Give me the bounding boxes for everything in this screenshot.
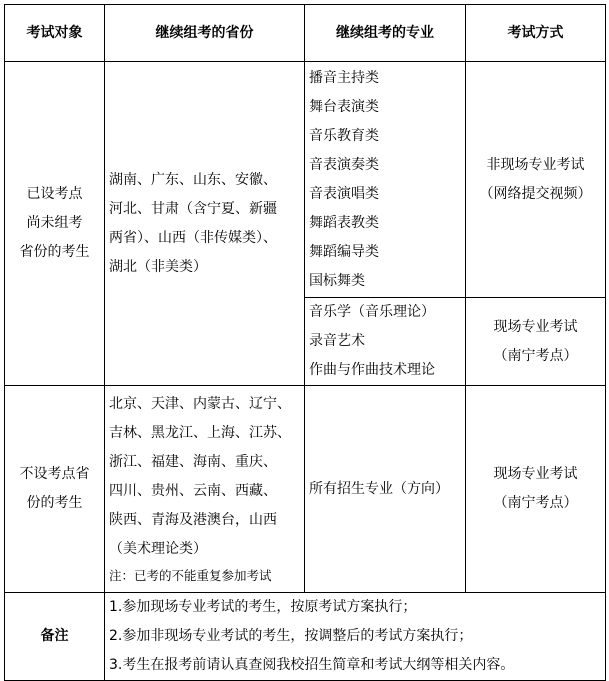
row2-provinces-line: 浙江、福建、海南、重庆、 bbox=[109, 454, 277, 470]
remarks-label: 备注 bbox=[5, 593, 105, 681]
major-item: 国标舞类 bbox=[309, 272, 365, 289]
row1-provinces-cell bbox=[105, 62, 305, 386]
row2-provinces-line: 吉林、黑龙江、上海、江苏、 bbox=[109, 425, 291, 441]
major-item: 录音艺术 bbox=[309, 333, 365, 349]
remark-item: 1.参加现场专业考试的考生，按原考试方案执行； bbox=[109, 599, 417, 615]
row1-method-b-cell bbox=[466, 298, 606, 386]
major-item: 播音主持类 bbox=[309, 69, 379, 86]
row1-provinces-line: 河北、甘肃（含宁夏、新疆 bbox=[109, 200, 277, 217]
row1-target-cell bbox=[5, 62, 105, 386]
major-item: 音表演唱类 bbox=[309, 185, 379, 202]
remark-item: 2.参加非现场专业考试的考生，按调整后的考试方案执行； bbox=[109, 628, 473, 644]
row1-majors-a-cell bbox=[305, 62, 466, 298]
header-provinces: 继续组考的省份 bbox=[105, 5, 305, 62]
major-item: 音乐教育类 bbox=[309, 127, 379, 144]
method-line: （南宁考点） bbox=[493, 495, 578, 511]
row2-provinces-line: 四川、贵州、云南、西藏、 bbox=[109, 483, 277, 499]
row1-target-line: 省份的考生 bbox=[19, 244, 90, 260]
row2-majors-cell bbox=[305, 386, 466, 593]
method-line: （网络提交视频） bbox=[479, 185, 592, 202]
table-row bbox=[5, 62, 606, 298]
major-item: 舞蹈编导类 bbox=[309, 243, 379, 260]
row1-method-a-cell bbox=[466, 62, 606, 298]
row2-provinces-line: 陕西、青海及港澳台，山西 bbox=[109, 512, 277, 528]
row1-provinces-line: 湖北（非美类） bbox=[109, 258, 207, 275]
remarks-row bbox=[5, 593, 606, 681]
table-row bbox=[5, 386, 606, 593]
row1-provinces-line: 两省）、山西（非传媒类）、 bbox=[109, 229, 277, 246]
row1-provinces-line: 湖南、广东、山东、安徽、 bbox=[109, 171, 277, 188]
major-item: 舞蹈表教类 bbox=[309, 214, 379, 231]
row2-target-cell bbox=[5, 386, 105, 593]
header-row bbox=[5, 5, 606, 62]
method-line: 现场专业考试 bbox=[493, 318, 578, 335]
major-item: 作曲与作曲技术理论 bbox=[309, 362, 435, 378]
remark-item: 3.考生在报考前请认真查阅我校招生简章和考试大纲等相关内容。 bbox=[109, 657, 515, 673]
method-line: 现场专业考试 bbox=[493, 466, 578, 482]
remarks-content bbox=[105, 593, 606, 681]
row2-note: 注：已考的不能重复参加考试 bbox=[109, 568, 272, 583]
row2-provinces-line: （美术理论类） bbox=[109, 541, 207, 557]
major-item: 音乐学（音乐理论） bbox=[309, 304, 435, 320]
row2-majors-text: 所有招生专业（方向） bbox=[309, 480, 449, 497]
row2-provinces-line: 北京、天津、内蒙古、辽宁、 bbox=[109, 396, 291, 412]
method-line: （南宁考点） bbox=[493, 347, 578, 364]
header-exam-method: 考试方式 bbox=[466, 5, 606, 62]
row1-target-line: 已设考点 bbox=[26, 186, 83, 202]
row1-majors-b-cell bbox=[305, 298, 466, 386]
major-item: 音表演奏类 bbox=[309, 156, 379, 173]
header-exam-target: 考试对象 bbox=[5, 5, 105, 62]
row2-target-line: 份的考生 bbox=[26, 495, 83, 511]
method-line: 非现场专业考试 bbox=[486, 156, 585, 173]
major-item: 舞台表演类 bbox=[309, 98, 379, 115]
header-majors: 继续组考的专业 bbox=[305, 5, 466, 62]
row2-target-line: 不设考点省 bbox=[19, 466, 90, 482]
exam-arrangement-table bbox=[4, 4, 606, 681]
row2-provinces-cell bbox=[105, 386, 305, 593]
row2-method-cell bbox=[466, 386, 606, 593]
row1-target-line: 尚未组考 bbox=[26, 215, 83, 231]
